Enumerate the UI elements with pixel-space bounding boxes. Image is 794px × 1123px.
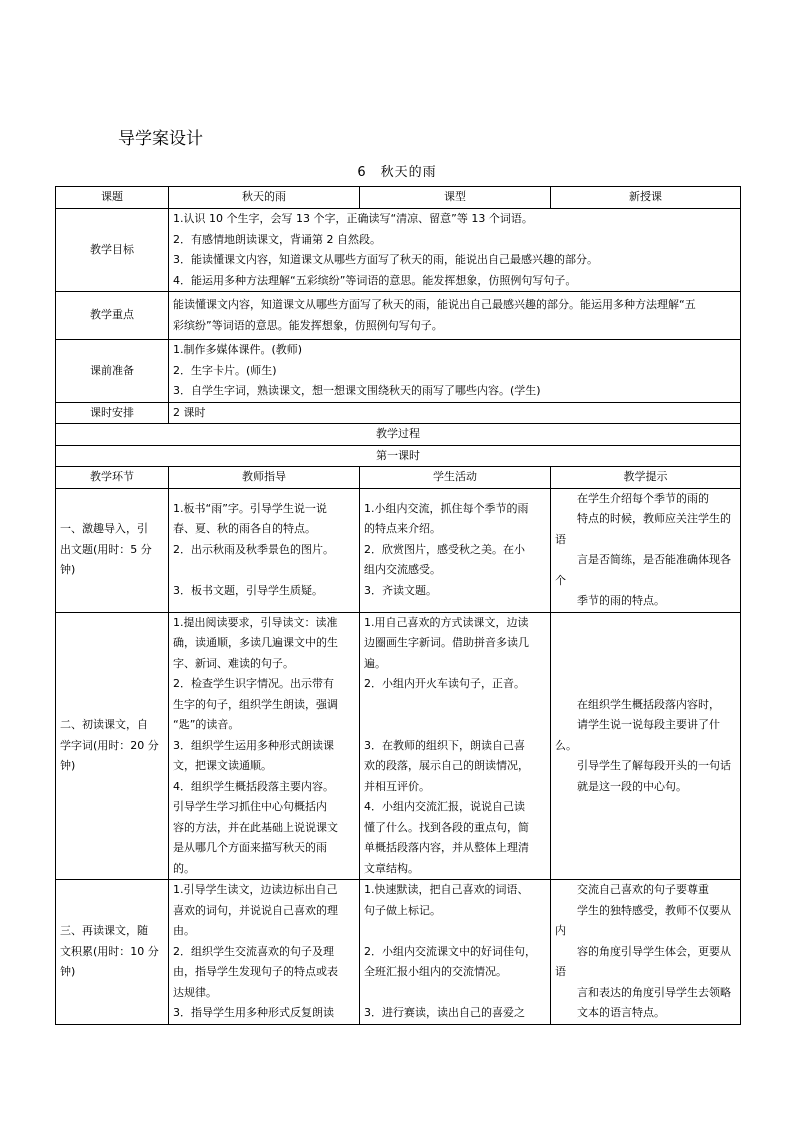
student-line: 3．进行赛读，读出自己的喜爱之 [364, 1006, 525, 1019]
teacher-line: 2．出示秋雨及秋季景色的图片。 [173, 542, 334, 556]
preparation-label: 课前准备 [56, 340, 169, 403]
document-title: 导学案设计 [118, 129, 203, 149]
stage-row [56, 880, 741, 1025]
stage-row [56, 612, 741, 880]
blank-line [173, 560, 355, 581]
key-point-line: 彩缤纷”等词语的意思。能发挥想象，仿照例句写句子。 [173, 318, 443, 332]
teacher-line: 达规律。 [173, 985, 217, 999]
hint-line: 特点的时候，教师应关注学生的语 [555, 512, 731, 546]
key-points-cell [169, 292, 741, 340]
hint-line: 季节的雨的特点。 [577, 594, 665, 607]
key-points-row [56, 292, 741, 340]
student-activity [360, 612, 551, 880]
student-line: 懂了什么。找到各段的重点句，简 [364, 820, 529, 834]
key-points-label: 教学重点 [56, 292, 169, 340]
teacher-line: 春、夏、秋的雨各自的特点。 [173, 522, 316, 536]
period-title: 第一课时 [56, 445, 741, 467]
student-line: 文章结构。 [364, 861, 419, 875]
hint-line: 请学生说一说每段主要讲了什么。 [555, 718, 720, 752]
teacher-line: 是从哪几个方面来描写秋天的雨 [173, 841, 327, 854]
topic-row [56, 187, 741, 209]
preparation-row [56, 340, 741, 403]
teacher-line: 1.提出阅读要求，引导读文：读准 [173, 615, 338, 629]
student-line: 欢的段落，展示自己的朗读情况， [364, 759, 529, 772]
blank-line [364, 715, 546, 736]
topic-value: 秋天的雨 [169, 187, 360, 209]
teacher-line: 1.引导学生读文，边读边标出自己 [173, 883, 338, 896]
teacher-line: 容的方法，并在此基础上说说课文 [173, 820, 338, 834]
stage-name-line: 钟) [60, 759, 76, 772]
goal-item: 1.认识 10 个生字，会写 13 个字，正确读写“清凉、留意”等 13 个词语。 [173, 212, 533, 225]
blank-line [364, 921, 546, 942]
teacher-line: 3．指导学生用多种形式反复朗读 [173, 1006, 334, 1019]
process-title-row [56, 424, 741, 446]
teacher-line: 2．组织学生交流喜欢的句子及理 [173, 944, 334, 958]
student-line: 单概括段落内容，并从整体上理清 [364, 841, 529, 854]
teacher-line: 引导学生学习抓住中心句概括内 [173, 800, 327, 813]
teacher-line: 3．组织学生运用多种形式朗读课 [173, 738, 334, 752]
hint-line: 在学生介绍每个季节的雨的 [577, 491, 709, 505]
teacher-line: 生字的句子，组织学生朗读，强调 [173, 697, 338, 711]
prep-item: 2．生字卡片。(师生) [173, 363, 277, 377]
teacher-line: 的。 [173, 861, 195, 875]
column-header: 教学提示 [551, 467, 741, 489]
goal-item: 2．有感情地朗读课文，背诵第 2 自然段。 [173, 232, 381, 246]
student-line: 1.小组内交流，抓住每个季节的雨 [364, 501, 529, 515]
student-line: 边圈画生字新词。借助拼音多读几 [364, 636, 529, 649]
schedule-label: 课时安排 [56, 402, 169, 424]
student-line: 3．在教师的组织下，朗读自己喜 [364, 738, 525, 752]
student-line: 3．齐读文题。 [364, 583, 437, 597]
teacher-line: 字、新词、难读的句子。 [173, 656, 294, 670]
period-title-row [56, 445, 741, 467]
teacher-line: 由。 [173, 924, 195, 937]
topic-label: 课题 [56, 187, 169, 209]
column-header: 学生活动 [360, 467, 551, 489]
schedule-value: 2 课时 [169, 402, 741, 424]
student-line: 的特点来介绍。 [364, 522, 441, 536]
student-line: 1.快速默读，把自己喜欢的词语、 [364, 883, 529, 896]
hint-line: 引导学生了解每段开头的一句话 [577, 759, 731, 772]
student-line: 句子做上标记。 [364, 903, 441, 917]
stage-name-line: 钟) [60, 563, 76, 577]
stage-name [56, 880, 169, 1025]
hint-line: 在组织学生概括段落内容时， [577, 697, 720, 711]
student-activity [360, 880, 551, 1025]
teaching-hint [551, 880, 741, 1025]
goals-label: 教学目标 [56, 209, 169, 292]
student-line: 遍。 [364, 656, 386, 670]
prep-item: 1.制作多媒体课件。(教师) [173, 343, 303, 356]
teacher-line: 3．板书文题，引导学生质疑。 [173, 583, 323, 597]
preparation-cell [169, 340, 741, 403]
stage-row [56, 488, 741, 612]
column-header: 教学环节 [56, 467, 169, 489]
stage-name-line: 二、初读课文，自 [60, 718, 148, 731]
teacher-line: 文，把课文读通顺。 [173, 759, 272, 772]
student-line: 组内交流感受。 [364, 563, 441, 577]
goal-item: 4．能运用多种方法理解“五彩缤纷”等词语的意思。能发挥想象，仿照例句写句子。 [173, 273, 577, 287]
student-activity [360, 488, 551, 612]
stage-name-line: 出文题(用时：5 分 [60, 542, 152, 556]
key-point-line: 能读懂课文内容，知道课文从哪些方面写了秋天的雨，能说出自己最感兴趣的部分。能运用多种方法理解“五 [173, 298, 696, 311]
teacher-line: 2．检查学生识字情况。出示带有 [173, 677, 334, 690]
hint-line: 言和表达的角度引导学生去领略 [577, 985, 731, 999]
goals-row [56, 209, 741, 292]
teacher-line: 1.板书“雨”字。引导学生说一说 [173, 501, 327, 515]
teacher-guidance [169, 880, 360, 1025]
lesson-title: 6 秋天的雨 [357, 165, 437, 180]
teacher-line: 由，指导学生发现句子的特点或表 [173, 965, 338, 978]
type-label: 课型 [360, 187, 551, 209]
hint-line: 学生的独特感受，教师不仅要从内 [555, 903, 731, 937]
process-title: 教学过程 [56, 424, 741, 446]
blank-line [364, 695, 546, 716]
student-line: 2．小组内开火车读句子，正音。 [364, 677, 525, 690]
student-line: 1.用自己喜欢的方式读课文，边读 [364, 615, 529, 629]
teaching-hint [551, 488, 741, 612]
hint-line: 就是这一段的中心句。 [577, 779, 687, 793]
type-value: 新授课 [551, 187, 741, 209]
teacher-line: “匙”的读音。 [173, 718, 240, 731]
student-line: 并相互评价。 [364, 779, 430, 793]
hint-line: 交流自己喜欢的句子要尊重 [577, 883, 709, 896]
student-line: 4．小组内交流汇报，说说自己读 [364, 800, 525, 813]
student-line: 2．欣赏图片，感受秋之美。在小 [364, 542, 525, 556]
teacher-guidance [169, 612, 360, 880]
teacher-line: 确，读通顺，多读几遍课文中的生 [173, 636, 338, 649]
goals-cell [169, 209, 741, 292]
student-line: 全班汇报小组内的交流情况。 [364, 965, 507, 978]
goal-item: 3．能读懂课文内容，知道课文从哪些方面写了秋天的雨，能说出自己最感兴趣的部分。 [173, 253, 598, 266]
teacher-line: 喜欢的词句，并说说自己喜欢的理 [173, 903, 338, 917]
student-line: 2．小组内交流课文中的好词佳句， [364, 944, 536, 958]
lesson-plan-table [55, 186, 741, 1025]
prep-item: 3．自学生字词，熟读课文，想一想课文围绕秋天的雨写了哪些内容。(学生) [173, 384, 541, 397]
column-header-row [56, 467, 741, 489]
stage-name-line: 文积累(用时：10 分 [60, 944, 159, 958]
stage-name [56, 488, 169, 612]
stage-name-line: 钟) [60, 965, 76, 978]
hint-line: 容的角度引导学生体会，更要从语 [555, 944, 731, 978]
column-header: 教师指导 [169, 467, 360, 489]
stage-name-line: 学字词(用时：20 分 [60, 738, 159, 752]
schedule-row [56, 402, 741, 424]
teacher-guidance [169, 488, 360, 612]
stage-name-line: 一、激趣导入，引 [60, 522, 148, 536]
hint-line: 言是否简练，是否能准确体现各个 [555, 553, 731, 587]
stage-name-line: 三、再读课文，随 [60, 924, 148, 937]
stage-name [56, 612, 169, 880]
blank-line [364, 983, 546, 1004]
stages-body [56, 488, 741, 1024]
teacher-line: 4．组织学生概括段落主要内容。 [173, 779, 334, 793]
hint-line: 文本的语言特点。 [577, 1006, 665, 1019]
teaching-hint [551, 612, 741, 880]
